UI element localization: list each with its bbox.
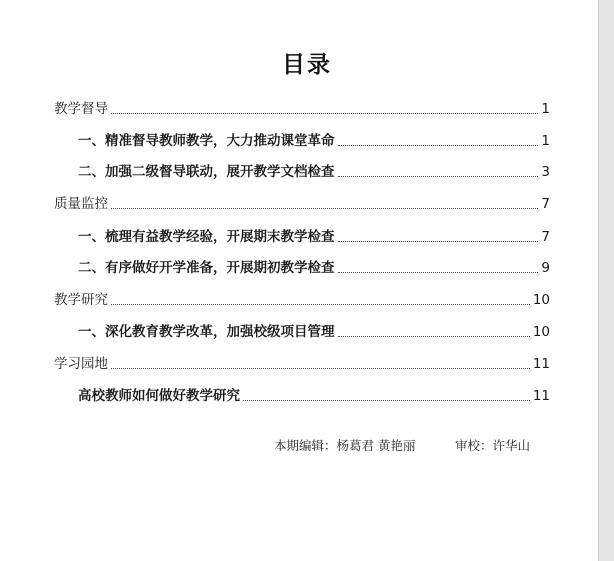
toc-entry-teaching-supervision[interactable]	[54, 99, 550, 119]
toc-entry-label: 学习园地	[54, 356, 108, 372]
reviewer-credit: 审校：许华山	[455, 438, 531, 453]
toc-entry-page-number: 10	[532, 292, 550, 308]
toc-entry-semester-start-check[interactable]	[78, 258, 550, 278]
editors-credit: 本期编辑：杨葛君 黄艳丽	[274, 438, 416, 453]
toc-entry-label: 一、精准督导教师教学，大力推动课堂革命	[78, 133, 335, 149]
dot-leader	[338, 176, 539, 177]
toc-entry-learning-garden[interactable]	[54, 354, 550, 374]
toc-entry-label: 质量监控	[54, 196, 108, 212]
dot-leader	[338, 145, 539, 146]
dot-leader	[338, 241, 539, 242]
dot-leader	[111, 304, 530, 305]
toc-entry-page-number: 3	[541, 164, 550, 180]
toc-entry-label: 一、梳理有益教学经验，开展期末教学检查	[78, 229, 335, 245]
toc-entry-page-number: 1	[541, 133, 550, 149]
toc-entry-label: 教学研究	[54, 292, 108, 308]
toc-entry-label: 二、有序做好开学准备，开展期初教学检查	[78, 260, 335, 276]
dot-leader	[338, 272, 539, 273]
dot-leader	[111, 208, 538, 209]
toc-entry-page-number: 11	[532, 388, 550, 404]
toc-entry-page-number: 11	[532, 356, 550, 372]
toc-entry-label: 一、深化教育教学改革，加强校级项目管理	[78, 324, 335, 340]
toc-entry-final-exam-check[interactable]	[78, 227, 550, 247]
toc-entry-page-number: 7	[541, 196, 550, 212]
dot-leader	[338, 336, 530, 337]
dot-leader	[243, 400, 530, 401]
toc-entry-teaching-research[interactable]	[54, 290, 550, 310]
toc-entry-education-reform[interactable]	[78, 322, 550, 342]
toc-entry-secondary-supervision[interactable]	[78, 162, 550, 182]
window-side-strip	[599, 0, 614, 561]
toc-title: 目录	[282, 52, 332, 78]
toc-entry-label: 高校教师如何做好教学研究	[78, 388, 240, 404]
toc-entry-page-number: 1	[541, 101, 550, 117]
toc-entry-precise-supervision[interactable]	[78, 131, 550, 151]
toc-entry-label: 教学督导	[54, 101, 108, 117]
dot-leader	[111, 368, 530, 369]
dot-leader	[111, 113, 538, 114]
toc-entry-page-number: 7	[541, 229, 550, 245]
toc-entry-page-number: 10	[532, 324, 550, 340]
toc-entry-quality-monitoring[interactable]	[54, 194, 550, 214]
toc-entry-page-number: 9	[541, 260, 550, 276]
toc-entry-label: 二、加强二级督导联动，展开教学文档检查	[78, 164, 335, 180]
toc-entry-research-guide[interactable]	[78, 386, 550, 406]
